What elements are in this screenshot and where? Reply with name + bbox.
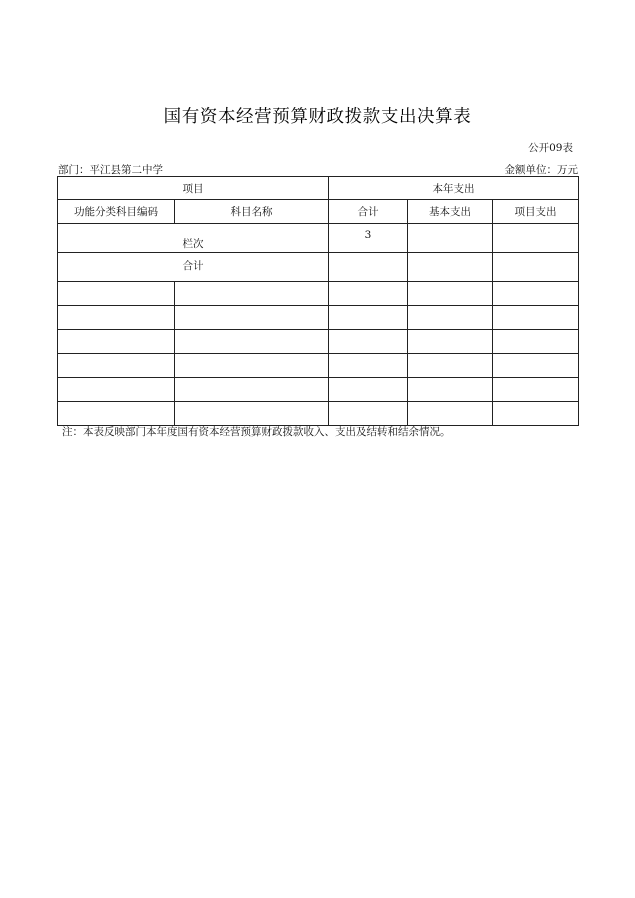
table-row [58, 402, 579, 426]
cell-total [329, 378, 408, 402]
header-total: 合计 [329, 200, 408, 224]
header-function-code: 功能分类科目编码 [58, 200, 175, 224]
column-index-total: 3 [329, 224, 408, 253]
cell-basic-expense [408, 354, 493, 378]
meta-row [58, 162, 578, 177]
header-item: 项目 [58, 177, 329, 200]
cell-total [329, 306, 408, 330]
cell-subject-name [175, 402, 329, 426]
total-row-label: 合计 [58, 253, 329, 282]
header-basic-expense: 基本支出 [408, 200, 493, 224]
page-title: 国有资本经营预算财政拨款支出决算表 [163, 107, 472, 127]
table-row [58, 330, 579, 354]
unit-label: 金额单位：万元 [504, 164, 578, 176]
cell-total [329, 282, 408, 306]
cell-subject-name [175, 330, 329, 354]
cell-project-expense [493, 282, 579, 306]
cell-project-expense [493, 378, 579, 402]
cell-function-code [58, 378, 175, 402]
form-code: 公开09表 [528, 142, 573, 154]
cell-basic-expense [408, 306, 493, 330]
cell-total [329, 402, 408, 426]
cell-subject-name [175, 354, 329, 378]
cell-subject-name [175, 306, 329, 330]
column-index-basic [408, 224, 493, 253]
total-row-project [493, 253, 579, 282]
cell-total [329, 330, 408, 354]
cell-basic-expense [408, 402, 493, 426]
column-index-row [58, 224, 579, 253]
table-row [58, 282, 579, 306]
cell-subject-name [175, 282, 329, 306]
header-current-year-expense: 本年支出 [329, 177, 579, 200]
column-index-label: 栏次 [58, 224, 329, 253]
footnote: 注：本表反映部门本年度国有资本经营预算财政拨款收入、支出及结转和结余情况。 [62, 426, 451, 438]
header-project-expense: 项目支出 [493, 200, 579, 224]
table-row [58, 354, 579, 378]
department-label: 部门：平江县第二中学 [58, 164, 163, 176]
table-row [58, 378, 579, 402]
cell-subject-name [175, 378, 329, 402]
cell-project-expense [493, 354, 579, 378]
cell-basic-expense [408, 330, 493, 354]
total-row-total [329, 253, 408, 282]
cell-basic-expense [408, 378, 493, 402]
header-subject-name: 科目名称 [175, 200, 329, 224]
cell-function-code [58, 306, 175, 330]
total-row-basic [408, 253, 493, 282]
table-group-header-row [58, 177, 579, 200]
cell-basic-expense [408, 282, 493, 306]
cell-function-code [58, 282, 175, 306]
cell-project-expense [493, 330, 579, 354]
column-index-project [493, 224, 579, 253]
cell-total [329, 354, 408, 378]
cell-project-expense [493, 402, 579, 426]
table-column-header-row [58, 200, 579, 224]
cell-function-code [58, 330, 175, 354]
cell-function-code [58, 402, 175, 426]
cell-project-expense [493, 306, 579, 330]
expense-table [57, 176, 579, 426]
total-row [58, 253, 579, 282]
cell-function-code [58, 354, 175, 378]
table-row [58, 306, 579, 330]
